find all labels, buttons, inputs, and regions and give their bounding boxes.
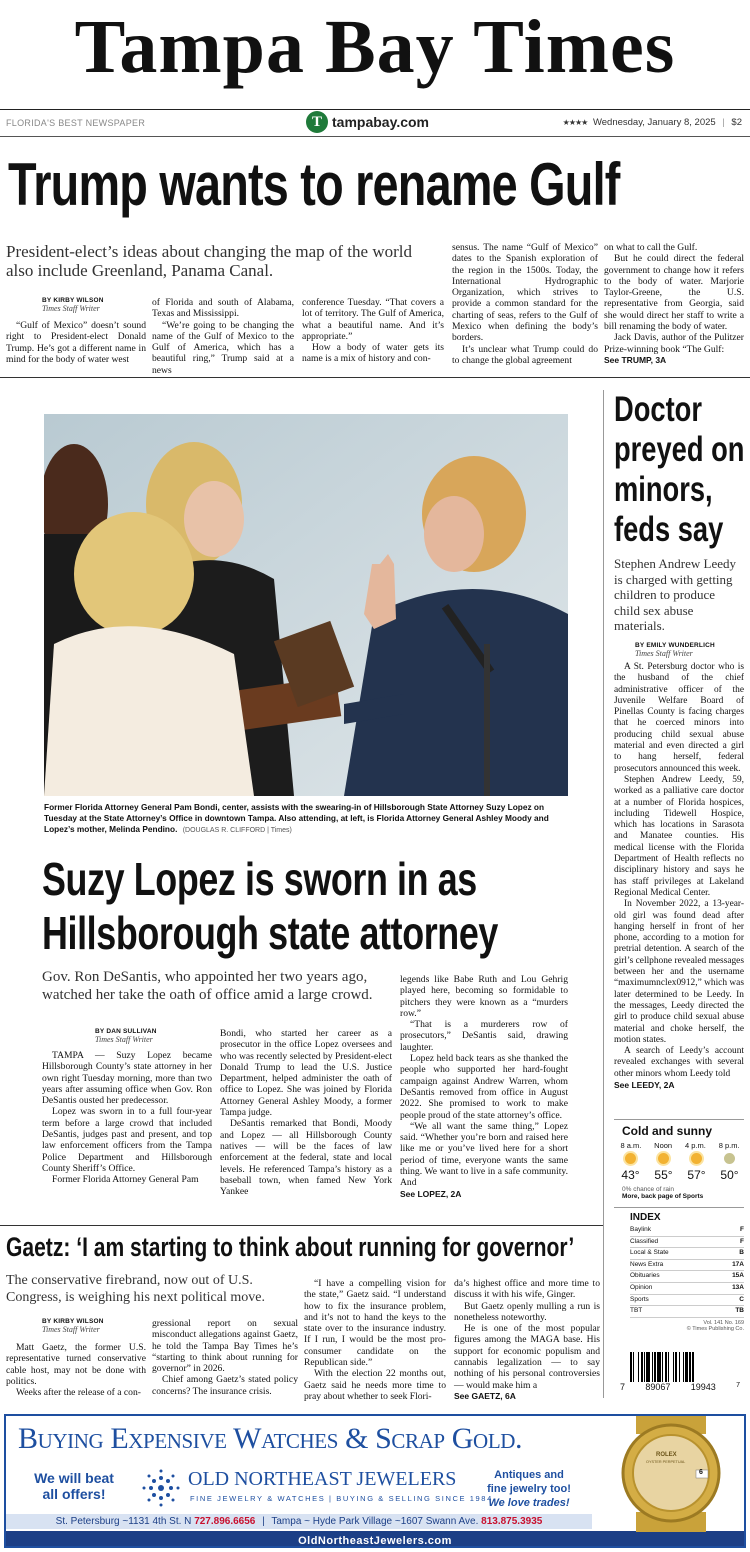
- lead-headline[interactable]: Trump wants to rename Gulf: [8, 151, 620, 218]
- index-section-name: TBT: [630, 1307, 643, 1315]
- sun-icon: [625, 1153, 636, 1164]
- lead-byline-role: Times Staff Writer: [42, 304, 100, 313]
- ad-phone-2[interactable]: 813.875.3935: [481, 1516, 543, 1527]
- lopez-byline: BY DAN SULLIVAN: [95, 1028, 157, 1035]
- lopez-col-2: Bondi, who started her career as a prosecutor in the office Lopez oversees and who was recently selected by President-elect Donald Trump to lead the U.S. Justice Department, helped administer the oath of office to Lopez. She was joined by Florida Attorney General Ashley Moody, a former Tampa judge. DeSantis remarked that Bondi, Moody and Lopez — all Hillsborough County natives — will be the faces of law enforcement at the federal, state and local levels. He referenced Tampa’s history as a baseball town, when famed New York Yankee: [220, 1028, 392, 1198]
- ad-phone-1[interactable]: 727.896.6656: [194, 1516, 256, 1527]
- gaetz-headline[interactable]: Gaetz: ‘I am starting to think about running for governor’: [6, 1232, 575, 1262]
- index-row[interactable]: [630, 1283, 744, 1295]
- ad-right-line1: Antiques and: [494, 1469, 564, 1481]
- gaetz-col-4: da’s highest office and more time to discuss it with his wife, Ginger. But Gaetz openly mulling a run is nonetheless noteworthy. He is one of the most popular figures among the MAGA base. His support for economic populism and cannabis legalization — to say nothing of his personal controversies — would make him a See GAETZ, 6A: [454, 1278, 600, 1401]
- index-section-name: News Extra: [630, 1260, 664, 1268]
- lopez-jump-link[interactable]: See LOPEZ, 2A: [400, 1188, 462, 1199]
- doctor-body: A St. Petersburg doctor who is the husband of the chief administrative officer of the Juvenile Welfare Board of Pinellas County is facing charges that he coerced minors into producing child sexual abuse material and even directed a girl to hang herself, federal prosecutors announced this week. Stephen Andrew Leedy, 59, worked as a palliative care doctor at a number of Florida hospices, including Tidewell Hospice, which has locations in Sarasota and Manatee counties. His medical license with the Florida Department of Health reflects no disciplinary history and says he has staff privileges at Lakeland Regional Medical Center. In November 2022, a 13-year-old girl was found dead after hanging herself in front of her phone, according to a motion for pretrial detention. A search of the girl’s cellphone revealed messages between her and the username “maximumnclex0912,” which was later determined to be Leedy. In the messages, Leedy directed the girl to produce child sexual abuse material and choke herself, the motion states. A search of Leedy’s account revealed exchanges with several other minors whom Leedy told See LEEDY, 2A: [614, 662, 744, 1090]
- weather-temp-2: 55°: [654, 1168, 673, 1182]
- ad-headline: Buying Expensive Watches & Scrap Gold.: [18, 1422, 523, 1455]
- gold-watch-image: [596, 1414, 746, 1532]
- barcode-digit-left: 7: [620, 1382, 626, 1392]
- index-row[interactable]: [630, 1260, 744, 1272]
- index-section-page: 15A: [732, 1272, 744, 1280]
- site-url: tampabay.com: [332, 114, 429, 130]
- issue-price: $2: [731, 117, 742, 128]
- lead-col-5: on what to call the Gulf. But he could direct the federal government to change how it refers to the body of water. Marjorie Taylor-Greene, the U.S. representative from Georgia, said she would direct her staff to write a bill renaming the body of water. Jack Davis, author of the Pulitzer Prize-winning book “The Gulf: See TRUMP, 3A: [604, 242, 744, 365]
- lead-deck: President-elect’s ideas about changing the map of the world also include Greenland, Panama Canal.: [6, 242, 412, 280]
- ad-right-line3: We love trades!: [488, 1497, 570, 1509]
- weather-rain: 0% chance of rain: [622, 1186, 675, 1193]
- ad-locations-bar: St. Petersburg ~1131 4th St. N 727.896.6656 | Tampa ~ Hyde Park Village ~1607 Swann Ave. 813.875.3935: [6, 1514, 592, 1529]
- lopez-deck: Gov. Ron DeSantis, who appointed her two years ago, watched her take the oath of office amid a large crowd.: [42, 969, 373, 1003]
- lopez-byline-role: Times Staff Writer: [95, 1035, 153, 1044]
- masthead: [0, 0, 750, 140]
- weather-time-3: 4 p.m.: [684, 1141, 706, 1150]
- lopez-headline[interactable]: Suzy Lopez is sworn in as Hillsborough state attorney: [42, 853, 498, 959]
- watch-date: 6: [699, 1469, 703, 1476]
- tampa-bay-times-logo-icon: T: [306, 111, 328, 133]
- ad-location-1: St. Petersburg ~1131 4th St. N: [55, 1516, 192, 1527]
- lopez-col-1: TAMPA — Suzy Lopez became Hillsborough County’s state attorney in her own right Tuesday morning, more than two years after assuming office when Gov. Ron DeSantis ousted her predecessor. Lopez was sworn in to a full four-year term before a large crowd that included DeSantis, judges past and present, and top law enforcement officers from the Tampa Police Department and Hillsborough County Sheriff’s Office. Former Florida Attorney General Pam: [42, 1050, 212, 1186]
- ad-url[interactable]: OldNortheastJewelers.com: [298, 1535, 452, 1547]
- issue-date: Wednesday, January 8, 2025: [592, 117, 716, 128]
- index-section-name: Baylink: [630, 1226, 651, 1233]
- barcode-digit-right: 7: [736, 1382, 740, 1389]
- index-section-name: Opinion: [630, 1283, 653, 1291]
- index-section-page: F: [740, 1237, 744, 1245]
- index-section-name: Local & State: [630, 1249, 669, 1257]
- edition-stars: ★★★★: [562, 118, 588, 127]
- doctor-jump-link[interactable]: See LEEDY, 2A: [614, 1079, 675, 1090]
- lead-col-3: conference Tuesday. “That covers a lot of territory. The Gulf of America, what a beautiful name. And it’s appropriate.” How a body of water gets its name is a mix of history and con-: [302, 297, 444, 365]
- weather-title: Cold and sunny: [622, 1124, 712, 1138]
- photo-caption: Former Florida Attorney General Pam Bondi, center, assists with the swearing-in of Hillsborough State Attorney Suzy Lopez on Tuesday at the State Attorney’s Office in downtown Tampa. Also attending, at left, is Florida Attorney General Ashley Moody and Lopez’s mother, Melinda Pendino. (DOUGLAS R. CLIFFORD | Times): [44, 802, 549, 834]
- jewelers-logo-icon: [141, 1468, 181, 1508]
- index-section-page: F: [740, 1226, 744, 1233]
- weather-time-2: Noon: [654, 1141, 673, 1150]
- index-section-name: Sports: [630, 1295, 649, 1303]
- watch-brand: ROLEX: [656, 1452, 677, 1458]
- ad-url-bar[interactable]: [6, 1531, 744, 1548]
- index-section-page: TB: [735, 1307, 744, 1315]
- lead-jump-link[interactable]: See TRUMP, 3A: [604, 354, 667, 365]
- index-volume: Vol. 141 No. 169: [703, 1319, 744, 1326]
- sun-icon: [658, 1153, 669, 1164]
- index-list: [630, 1225, 744, 1318]
- site-link[interactable]: [306, 111, 429, 133]
- lead-col-2: of Florida and south of Alabama, Texas and Mississippi. “We’re going to be changing the name of the Gulf of Mexico to the Gulf of America, which has a beautiful ring,” Trump said at a news: [152, 297, 294, 376]
- weather-temp-4: 50°: [720, 1168, 739, 1182]
- ad-beat-line1: We will beat: [34, 1470, 114, 1486]
- ad-store-sub: FINE JEWELRY & WATCHES | BUYING & SELLING SINCE 1984: [190, 1494, 493, 1503]
- barcode: [620, 1352, 740, 1396]
- weather-more-link[interactable]: More, back page of Sports: [622, 1193, 704, 1200]
- edition-line: ★★★★ Wednesday, January 8, 2025 | $2: [562, 117, 742, 128]
- index-section-page: 13A: [732, 1283, 744, 1291]
- doctor-byline-role: Times Staff Writer: [635, 649, 693, 658]
- weather-temp-1: 43°: [621, 1168, 640, 1182]
- doctor-headline[interactable]: Doctor preyed on minors, feds say: [614, 390, 745, 549]
- doctor-byline: BY EMILY WUNDERLICH: [635, 642, 715, 649]
- doctor-deck: Stephen Andrew Leedy is charged with getting children to produce child sex abuse materials.: [614, 556, 737, 633]
- gaetz-byline: BY KIRBY WILSON: [42, 1318, 104, 1325]
- gaetz-col-2: gressional report on sexual misconduct allegations against Gaetz, he told the Tampa Bay Times he’s “starting to think about running for governor” in 2026. Chief among Gaetz’s stated policy concerns? The insurance crisis.: [152, 1318, 298, 1397]
- ad-beat-line2: all offers!: [42, 1486, 106, 1502]
- index-row[interactable]: [630, 1248, 744, 1260]
- index-row[interactable]: [630, 1225, 744, 1237]
- gaetz-col-3: “I have a compelling vision for the state,” Gaetz said. “I understand how to fix the insurance problem, and it’s not to hand the keys to the state over to the insurance industry. If I run, I would be the most pro-consumer candidate on the Republican side.” With the election 22 months out, Gaetz said he needs more time to pray about whether to seek Flori-: [304, 1278, 446, 1402]
- index-row[interactable]: [630, 1237, 744, 1249]
- lead-photo: [44, 414, 568, 796]
- weather-time-4: 8 p.m.: [718, 1141, 740, 1150]
- masthead-tagline: FLORIDA'S BEST NEWSPAPER: [6, 118, 146, 128]
- barcode-bar: [694, 1352, 696, 1382]
- index-title: INDEX: [630, 1212, 661, 1223]
- lopez-col-3: legends like Babe Ruth and Lou Gehrig played here, becoming so formidable to pitchers they were known as a “murders row.” “That is a murderers row of prosecutors,” DeSantis said, drawing laughter. Lopez held back tears as she thanked the people who supported her hard-fought campaign against Andrew Warren, whom DeSantis removed from office in August 2022. She promised to work to make people proud of the state attorney’s office. “We all want the same thing,” Lopez said. “Whether you’re born and raised here like me or you’ve lived here for a short period of time, everyone wants the same thing. We want to live in a safe community. And See LOPEZ, 2A: [400, 974, 568, 1199]
- index-section-name: Obituaries: [630, 1272, 660, 1280]
- watch-model: OYSTER PERPETUAL: [646, 1460, 686, 1464]
- gaetz-jump-link[interactable]: See GAETZ, 6A: [454, 1390, 516, 1401]
- weather-time-1: 8 a.m.: [620, 1141, 642, 1150]
- lead-byline: BY KIRBY WILSON: [42, 297, 104, 304]
- index-row[interactable]: [630, 1306, 744, 1318]
- index-section-page: B: [739, 1249, 744, 1257]
- index-row[interactable]: [630, 1295, 744, 1307]
- lead-col-1: “Gulf of Mexico” doesn’t sound right to President-elect Donald Trump. He’s got a different name in mind for the body of water west: [6, 320, 146, 365]
- index-box: [630, 1212, 744, 1332]
- index-section-name: Classified: [630, 1237, 659, 1245]
- swearing-in-photo: [44, 414, 568, 796]
- ad-right-line2: fine jewelry too!: [487, 1483, 571, 1495]
- weather-box: [614, 1124, 746, 1200]
- index-row[interactable]: [630, 1271, 744, 1283]
- gaetz-deck: The conservative firebrand, now out of U.S. Congress, is weighing his next political move.: [6, 1273, 265, 1305]
- gaetz-byline-role: Times Staff Writer: [42, 1325, 100, 1334]
- moon-icon: [724, 1153, 735, 1164]
- barcode-digits-1: 89067: [645, 1382, 671, 1392]
- sun-icon: [691, 1153, 702, 1164]
- index-section-page: C: [739, 1295, 744, 1303]
- barcode-digits-2: 19943: [690, 1382, 716, 1392]
- index-copyright: © Times Publishing Co.: [686, 1325, 744, 1332]
- ad-location-2: Tampa ~ Hyde Park Village ~1607 Swann Ave.: [271, 1516, 479, 1527]
- ad-store-name: OLD NORTHEAST JEWELERS: [188, 1468, 457, 1490]
- masthead-title: Tampa Bay Times: [74, 5, 676, 89]
- photo-credit: (DOUGLAS R. CLIFFORD | Times): [182, 827, 292, 834]
- index-section-page: 17A: [732, 1260, 744, 1268]
- gaetz-col-1: Matt Gaetz, the former U.S. representative turned conservative cable host, may not be done with politics. Weeks after the release of a con-: [6, 1342, 146, 1399]
- barcode-bars: [630, 1352, 730, 1382]
- jewelers-ad[interactable]: [4, 1414, 746, 1548]
- lead-col-4: sensus. The name “Gulf of Mexico” dates to the Spanish exploration of the region in the 1500s. Today, the International Hydrographic Organization, which strives to provide a common standard for the charting of seas, refers to the Gulf of Mexico when defining the body’s borders. It’s unclear what Trump could do to change the global agreement: [452, 242, 598, 366]
- weather-temp-3: 57°: [687, 1168, 706, 1182]
